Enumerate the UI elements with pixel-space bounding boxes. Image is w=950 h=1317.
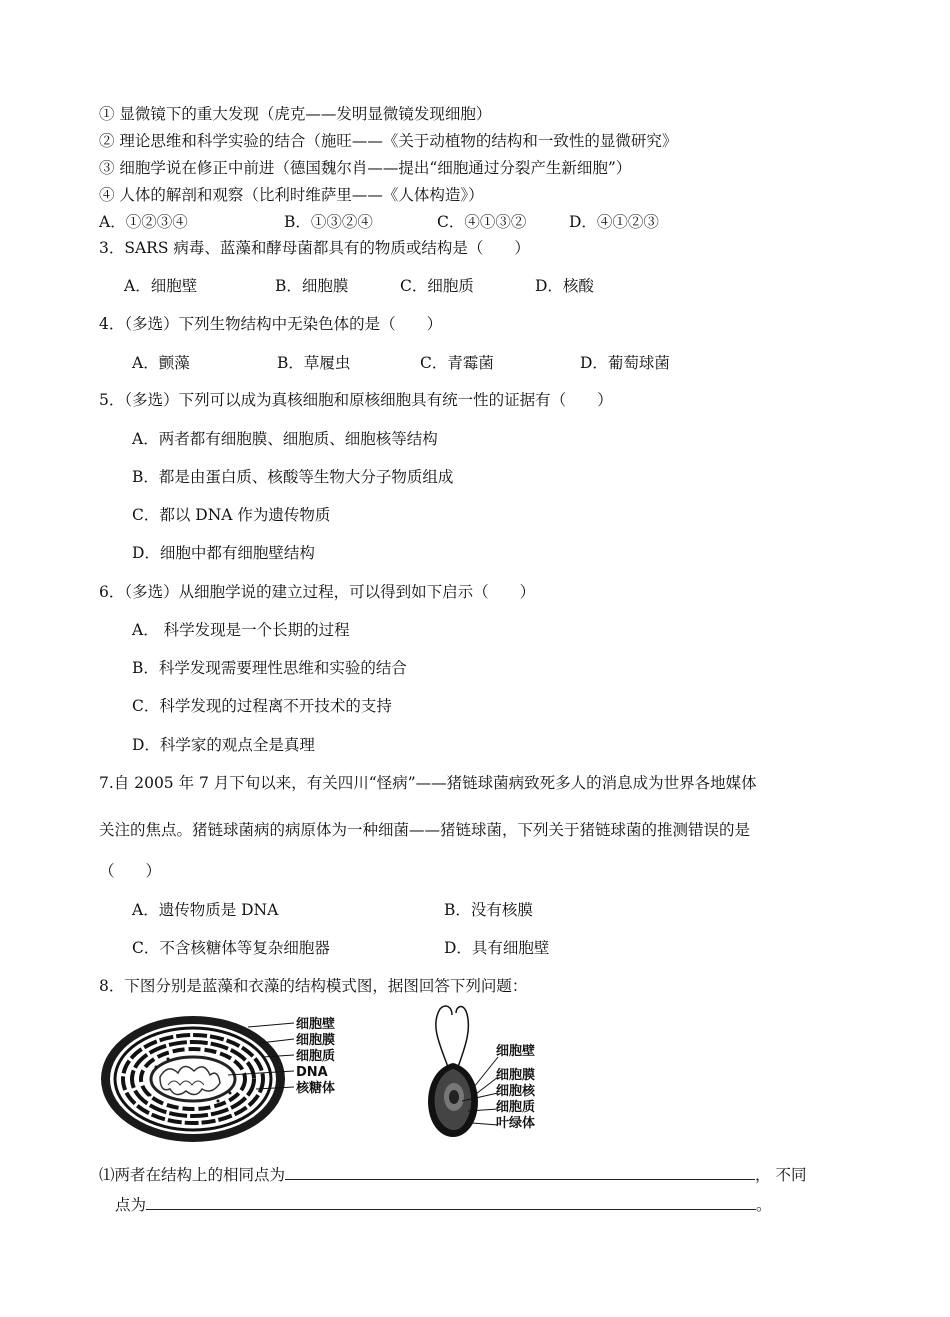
q7-stem-line3: （ ） (99, 862, 162, 880)
q3-option-b: B．细胞膜 (275, 277, 349, 295)
chlamy-label-cytoplasm: 细胞质 (496, 1100, 536, 1115)
q6-stem: 6．（多选）从细胞学说的建立过程，可以得到如下启示（ ） (99, 583, 536, 601)
q3-option-a: A．细胞壁 (124, 277, 198, 295)
q4-option-b: B．草履虫 (277, 354, 351, 372)
q2-option-d: D．④①②③ (569, 213, 659, 231)
cyanobacteria-cell-drawing (101, 1016, 294, 1142)
q4-option-a: A．颤藻 (132, 354, 190, 372)
chlamy-label-chloroplast: 叶绿体 (496, 1116, 536, 1131)
chlamy-label-nucleus: 细胞核 (496, 1084, 536, 1099)
q6-option-c: C．科学发现的过程离不开技术的支持 (132, 697, 392, 715)
q8-sub1-line1 (99, 1163, 806, 1185)
cyano-label-cell-wall: 细胞壁 (296, 1017, 336, 1032)
q7-stem-line1: 7.自 2005 年 7 月下旬以来，有关四川“怪病”——猪链球菌病致死多人的消息成为世界各地媒体 (99, 774, 757, 792)
q5-option-b: B．都是由蛋白质、核酸等生物大分子物质组成 (132, 468, 454, 486)
q4-stem: 4．（多选）下列生物结构中无染色体的是（ ） (99, 315, 443, 333)
q8-sub1-end: 。 (756, 1196, 772, 1214)
q2-option-b: B．①③②④ (284, 213, 373, 231)
similarity-answer-blank[interactable] (285, 1163, 755, 1180)
chlamydomonas-figure (400, 1005, 560, 1150)
chlamydomonas-cell-drawing (428, 1006, 498, 1137)
difference-answer-blank[interactable] (146, 1193, 756, 1210)
cyano-label-cytoplasm: 细胞质 (296, 1049, 336, 1064)
q5-option-a: A．两者都有细胞膜、细胞质、细胞核等结构 (132, 430, 438, 448)
q7-option-c: C．不含核糖体等复杂细胞器 (132, 939, 330, 957)
q3-option-d: D．核酸 (535, 277, 594, 295)
chlamy-label-cell-wall: 细胞壁 (496, 1044, 536, 1059)
q7-option-a: A．遗传物质是 DNA (132, 901, 279, 919)
q2-option-c: C．④①③② (437, 213, 527, 231)
q8-stem: 8．下图分别是蓝藻和衣藻的结构模式图，据图回答下列问题： (99, 977, 528, 995)
q5-option-c: C．都以 DNA 作为遗传物质 (132, 506, 331, 524)
q4-option-d: D．葡萄球菌 (580, 354, 670, 372)
q4-option-c: C．青霉菌 (420, 354, 494, 372)
chlamy-label-cell-membrane: 细胞膜 (496, 1068, 536, 1083)
q6-option-a: A． 科学发现是一个长期的过程 (132, 621, 350, 639)
q7-option-d: D．具有细胞壁 (444, 939, 550, 957)
q8-sub1-line2-prefix: 点为 (115, 1196, 147, 1214)
q7-stem-line2: 关注的焦点。猪链球菌病的病原体为一种细菌——猪链球菌，下列关于猪链球菌的推测错误的是 (99, 821, 751, 839)
q5-stem: 5．（多选）下列可以成为真核细胞和原核细胞具有统一性的证据有（ ） (99, 391, 613, 409)
q8-sub1-prefix: ⑴两者在结构上的相同点为 (99, 1166, 286, 1184)
cyano-label-dna: DNA (296, 1065, 328, 1080)
intro-item-1: ① 显微镜下的重大发现（虎克——发明显微镜发现细胞） (99, 105, 492, 123)
q6-option-b: B．科学发现需要理性思维和实验的结合 (132, 659, 407, 677)
q3-option-c: C．细胞质 (400, 277, 474, 295)
intro-item-4: ④ 人体的解剖和观察（比利时维萨里——《人体构造》） (99, 186, 484, 204)
cyano-label-ribosome: 核糖体 (296, 1081, 336, 1096)
q8-sub1-mid: ， 不同 (755, 1166, 807, 1184)
cyanobacteria-figure (98, 1005, 383, 1150)
q2-option-a: A．①②③④ (99, 213, 188, 231)
cyano-label-cell-membrane: 细胞膜 (296, 1033, 336, 1048)
q6-option-d: D．科学家的观点全是真理 (132, 736, 315, 754)
intro-item-3: ③ 细胞学说在修正中前进（德国魏尔肖——提出“细胞通过分裂产生新细胞”） (99, 159, 632, 177)
intro-item-2: ② 理论思维和科学实验的结合（施旺——《关于动植物的结构和一致性的显微研究》 (99, 132, 678, 150)
q7-option-b: B．没有核膜 (444, 901, 533, 919)
q5-option-d: D．细胞中都有细胞壁结构 (132, 544, 315, 562)
q3-stem: 3．SARS 病毒、蓝藻和酵母菌都具有的物质或结构是（ ） (99, 239, 530, 257)
q8-sub1-line2 (115, 1193, 772, 1215)
